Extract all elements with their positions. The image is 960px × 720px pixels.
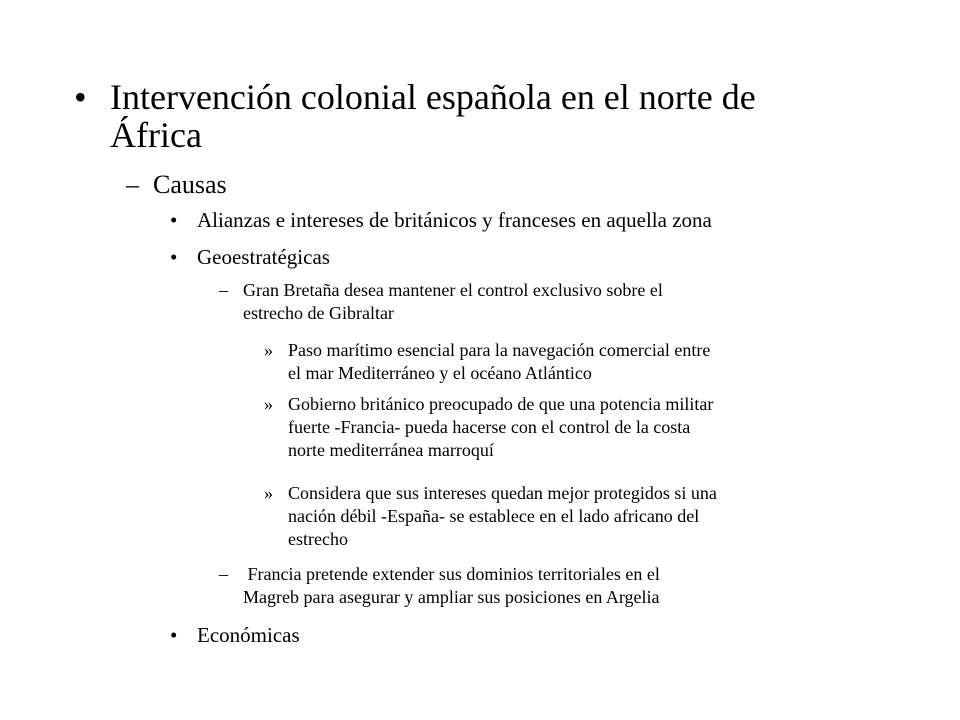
bullet-raquo-icon: » — [264, 394, 273, 414]
bullet-dot-icon: • — [170, 245, 178, 269]
bullet-raquo-icon: » — [264, 483, 273, 503]
alianzas-text: Alianzas e intereses de británicos y franceses en aquella zona — [197, 208, 712, 232]
bullet-raquo-icon: » — [264, 340, 273, 360]
heading-text — [110, 78, 756, 154]
bullet-dash-icon: – — [219, 564, 228, 584]
bullet-dot-icon: • — [74, 77, 87, 117]
bullet-dot-icon: • — [170, 208, 178, 232]
economicas-text: Económicas — [197, 623, 300, 647]
heading-line-1: Intervención colonial española en el norte de — [110, 77, 756, 117]
gobierno-text: Gobierno británico preocupado de que una potencia militar fuerte -Francia- pueda hacerse con el control de la costa norte mediterránea marroquí — [288, 394, 714, 460]
heading-line-2: África — [110, 115, 202, 155]
bullet-dot-icon: • — [170, 623, 178, 647]
considera-text: Considera que sus intereses quedan mejor protegidos si una nación débil -España- se establece en el lado africano del estrecho — [288, 483, 717, 549]
gran-bretana-text: Gran Bretaña desea mantener el control exclusivo sobre el estrecho de Gibraltar — [243, 280, 663, 323]
francia-text: Francia pretende extender sus dominios territoriales en el Magreb para asegurar y ampliar sus posiciones en Argelia — [243, 564, 660, 607]
causas-label: Causas — [153, 170, 227, 199]
geoestrategicas-text: Geoestratégicas — [197, 245, 330, 269]
paso-maritimo-text: Paso marítimo esencial para la navegación comercial entre el mar Mediterráneo y el océano Atlántico — [288, 340, 711, 383]
bullet-dash-icon: – — [126, 170, 139, 199]
bullet-dash-icon: – — [219, 280, 228, 300]
